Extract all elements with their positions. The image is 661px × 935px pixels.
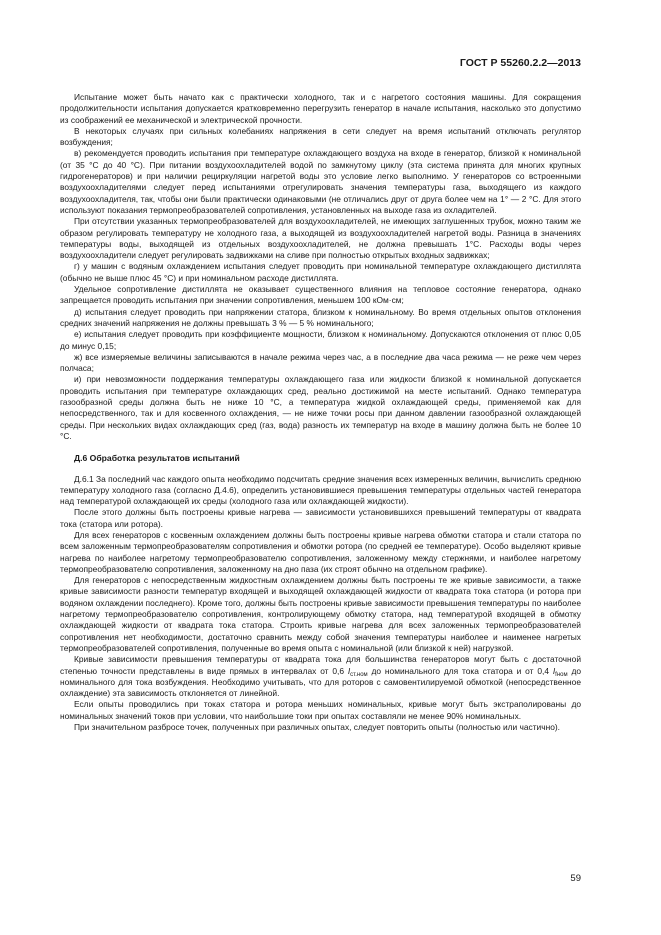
paragraph: При значительном разбросе точек, полученных при различных опытах, следует повторить опыты (полностью или частично). (74, 722, 560, 733)
paragraph: В некоторых случаях при сильных колебаниях напряжения в сети следует на время испытаний отключать регулятор возбуждения; (60, 125, 581, 148)
paragraph: Д.6.1 За последний час каждого опыта необходимо подсчитать средние значения всех измеренных величин, вычислить среднюю температуру холодного газа (согласно Д.4.6), определить установившиеся превышения температуры отдельных частей генератора над температурой охлаждающей их среды (холодного газа или охлаждающей жидкости). (60, 473, 581, 507)
paragraph: Для всех генераторов с косвенным охлаждением должны быть построены кривые нагрева обмотки статора и стали статора по всем заложенным термопреобразователям сопротивления и обмотки ротора (по средней ее температуре). Особо выделяют кривые нагрева по наиболее нагретому термопреобразователю сопротивления, заложенному между стержнями, и наиболее нагретому термопреобразователю сопротивления, заложенному на дно паза (их строят обычно на отдельном графике). (60, 529, 581, 574)
text-run: Кривые зависимости превышения температуры от квадрата тока для большинства генераторов могут быть с достаточной степенью точности представлены в виде прямых в интервалах от 0,6 (60, 654, 581, 676)
paragraph: е) испытания следует проводить при коэффициенте мощности, близком к номинальному. Допускаются отклонения от плюс 0,05 до минус 0,15; (60, 329, 581, 351)
standard-header: ГОСТ Р 55260.2.2—2013 (459, 57, 581, 69)
section-heading: Д.6 Обработка результатов испытаний (74, 453, 240, 464)
field-current-symbol: I (552, 665, 556, 676)
paragraph: д) испытания следует проводить при напряжении статора, близком к номинальному. Во время отдельных опытов отклонения средних значений напряжения не должны превышать 3 % — 5 % номинального; (60, 306, 581, 328)
paragraph: и) при невозможности поддержания температуры охлаждающего газа или жидкости близкой к номинальной допускается проводить испытания при температуре охлаждающих сред, реально достижимой на месте испытаний. Однако температура газообразной среды должна быть не ниже 10 °С, а температура жидкой охлаждающей среды, применяемой как для непосредственного, так и для косвенного охлаждения, — не ниже точки росы при данном давлении газообразной охлаждающей среды. При нескольких видах охлаждающих сред (газ, вода) разность их температур на входе в машину должна быть не более 10 °С. (60, 374, 581, 441)
text-run: до номинального для тока возбуждения. Необходимо учитывать, что для роторов с самовентилируемой обмоткой (непосредственное охлаждение) эта зависимость отклоняется от линейной. (60, 665, 581, 699)
paragraph: в) рекомендуется проводить испытания при температуре охлаждающего воздуха на входе в генератор, близкой к номинальной (от 35 °С до 40 °С). При питании воздухоохладителей водой по замкнутому циклу (эта система принята для многих крупных гидрогенераторов) и при наличии рециркуляции нагретой воды это условие легко выполнимо. У генераторов со встроенными воздухоохладителями следует перед испытаниями отрегулировать значения температуры газа, выходящего из каждого воздухоохладителя, так, чтобы они были практически одинаковыми (не отличались друг от друга более чем на 1° — 2 °С. Для этого используют показания термопреобразователей сопротивления, установленных на выходе газа из охладителей. (60, 148, 581, 215)
paragraph: При отсутствии указанных термопреобразователей для воздухоохладителей, не имеющих заглушенных трубок, можно таким же образом регулировать температуру не холодного газа, а выходящей из воздухоохладителей нагретой воды. Разница в значениях температуры воды, выходящей из отдельных воздухоохладителей, не должна превышать 1°С. Расходы воды через воздухоохладители следует регулировать задвижками на сливе при полностью открытых входных задвижках; (60, 216, 581, 261)
paragraph: г) у машин с водяным охлаждением испытания следует проводить при номинальной температуре охлаждающего дистиллята (обычно не выше плюс 45 °С) и при номинальном расходе дистиллята. (60, 261, 581, 283)
stator-current-symbol: I (347, 665, 351, 676)
document-body (60, 92, 581, 733)
paragraph: ж) все измеряемые величины записываются в начале режима через час, а в последние два часа режима — не реже чем через полчаса; (60, 351, 581, 374)
text-run: до номинального для тока статора и от 0,4 (367, 665, 553, 676)
paragraph: Если опыты проводились при токах статора и ротора меньших номинальных, кривые могут быть экстраполированы до номинальных значений токов при условии, что наибольшие токи при опытах составляли не менее 90% номинальных. (60, 699, 581, 721)
page-number: 59 (570, 873, 581, 884)
paragraph: Испытание может быть начато как с практически холодного, так и с нагретого состояния машины. Для сокращения продолжительности испытания допускается кратковременно перегрузить генератор в начале испытания, насколько это допустимо из соображений ее механической и электрической прочности. (60, 92, 581, 125)
paragraph: Для генераторов с непосредственным жидкостным охлаждением должны быть построены те же кривые зависимости, а также кривые зависимости разности температур входящей и выходящей охлаждающей жидкости от квадрата тока статора (и ротора при водяном охлаждении последнего). Кроме того, должны быть построены кривые зависимости превышения температуры по наиболее нагретому термопреобразователю сопротивления, контролирующему обмотку статора, над температурой входящей в обмотку охлаждающей жидкости от квадрата тока статора. Строить кривые нагрева для всех заложенных термопреобразователей сопротивления нет необходимости, достаточно сравнить между собой значения температуры наиболее и наименее нагретых термопреобразователей сопротивления, полученные во время опыта с номинальной (или близкой к ней) нагрузкой. (60, 575, 581, 653)
paragraph-curves (60, 654, 581, 699)
stator-current-subscript: ст.ном (350, 671, 368, 678)
paragraph: После этого должны быть построены кривые нагрева — зависимости установившихся превышений температуры от квадрата тока (статора или ротора). (60, 507, 581, 529)
paragraph: Удельное сопротивление дистиллята не оказывает существенного влияния на тепловое состояние генератора, однако запрещается проводить испытания при значении сопротивления, меньшем 100 кОм·см; (60, 284, 581, 306)
field-current-subscript: fном (555, 671, 568, 678)
